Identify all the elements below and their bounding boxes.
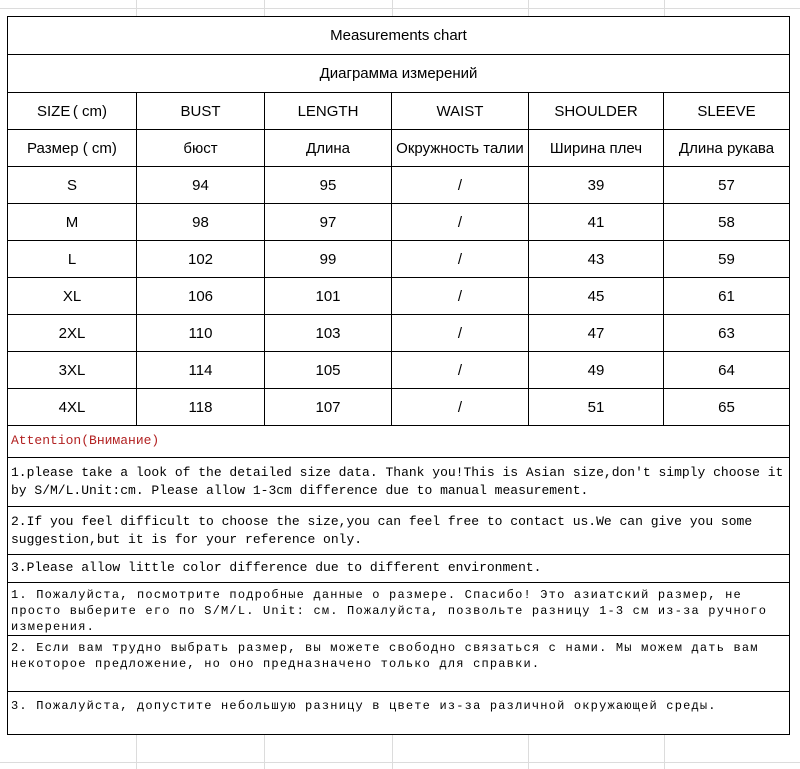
header-shoulder: SHOULDER <box>529 93 664 129</box>
shoulder-cell: 41 <box>529 204 664 240</box>
header-bust: BUST <box>137 93 265 129</box>
shoulder-cell: 39 <box>529 167 664 203</box>
waist-cell: / <box>392 167 529 203</box>
attention-heading: Attention(Внимание) <box>8 426 789 458</box>
table-row <box>8 315 789 352</box>
length-cell: 95 <box>265 167 392 203</box>
sleeve-cell: 57 <box>718 176 735 194</box>
sleeve-cell: 58 <box>718 213 735 231</box>
note-en-3: 3.Please allow little color difference due to different environment. <box>8 555 789 583</box>
measurements-chart <box>7 16 790 735</box>
header-waist-ru: Окружность талии <box>392 130 529 166</box>
bust-cell: 110 <box>137 315 265 351</box>
size-cell: 3XL <box>8 352 137 388</box>
header-waist: WAIST <box>392 93 529 129</box>
header-bust-ru: бюст <box>137 130 265 166</box>
length-cell: 99 <box>265 241 392 277</box>
sleeve-cell: 59 <box>718 250 735 268</box>
sleeve-cell: 61 <box>718 287 735 305</box>
size-cell: M <box>8 204 137 240</box>
note-ru-3: 3. Пожалуйста, допустите небольшую разницу в цвете из-за различной окружающей среды. <box>11 699 717 713</box>
header-sleeve: SLEEVE <box>697 102 756 120</box>
waist-cell: / <box>392 389 529 425</box>
sleeve-cell: 64 <box>718 361 735 379</box>
waist-cell: / <box>392 315 529 351</box>
header-size: SIZE ( cm) <box>8 93 137 129</box>
note-en-1: 1.please take a look of the detailed size data. Thank you!This is Asian size,don't simply choose it by S/M/L.Unit:cm. Please allow 1-3cm difference due to manual measurement. <box>8 458 789 507</box>
header-length: LENGTH <box>265 93 392 129</box>
table-row <box>8 204 789 241</box>
waist-cell: / <box>392 352 529 388</box>
length-cell: 107 <box>265 389 392 425</box>
shoulder-cell: 43 <box>529 241 664 277</box>
size-cell: 4XL <box>8 389 137 425</box>
size-cell: XL <box>8 278 137 314</box>
bust-cell: 114 <box>137 352 265 388</box>
note-ru-2: 2. Если вам трудно выбрать размер, вы можете свободно связаться с нами. Мы можем дать вам некоторое предложение, но оно предназначено только для справки. <box>8 636 789 692</box>
waist-cell: / <box>392 278 529 314</box>
table-row <box>8 167 789 204</box>
table-row <box>8 241 789 278</box>
chart-title-ru-row <box>8 55 789 93</box>
bust-cell: 94 <box>137 167 265 203</box>
table-row <box>8 352 789 389</box>
table-row <box>8 278 789 315</box>
sleeve-cell: 63 <box>718 324 735 342</box>
grid-line <box>0 762 800 763</box>
shoulder-cell: 49 <box>529 352 664 388</box>
waist-cell: / <box>392 241 529 277</box>
length-cell: 103 <box>265 315 392 351</box>
length-cell: 101 <box>265 278 392 314</box>
header-shoulder-ru: Ширина плеч <box>529 130 664 166</box>
header-size-ru: Размер ( cm) <box>8 130 137 166</box>
bust-cell: 102 <box>137 241 265 277</box>
chart-title-ru: Диаграмма измерений <box>319 65 478 82</box>
bust-cell: 98 <box>137 204 265 240</box>
length-cell: 105 <box>265 352 392 388</box>
header-row-ru <box>8 130 789 167</box>
header-row-en <box>8 93 789 130</box>
chart-title-row <box>8 17 789 55</box>
chart-title: Measurements chart <box>330 27 467 44</box>
bust-cell: 118 <box>137 389 265 425</box>
shoulder-cell: 45 <box>529 278 664 314</box>
header-length-ru: Длина <box>265 130 392 166</box>
note-ru-1: 1. Пожалуйста, посмотрите подробные данные о размере. Спасибо! Это азиатский размер, не просто выберите его по S/M/L. Unit: см. Пожалуйста, позвольте разницу 1-3 см из-за ручного измерения. <box>8 583 789 636</box>
size-cell: S <box>8 167 137 203</box>
size-cell: L <box>8 241 137 277</box>
header-sleeve-ru: Длина рукава <box>678 139 775 157</box>
waist-cell: / <box>392 204 529 240</box>
shoulder-cell: 51 <box>529 389 664 425</box>
size-cell: 2XL <box>8 315 137 351</box>
bust-cell: 106 <box>137 278 265 314</box>
grid-line <box>0 8 800 9</box>
sleeve-cell: 65 <box>718 398 735 416</box>
note-en-2: 2.If you feel difficult to choose the size,you can feel free to contact us.We can give you some suggestion,but it is for your reference only. <box>8 507 789 555</box>
length-cell: 97 <box>265 204 392 240</box>
shoulder-cell: 47 <box>529 315 664 351</box>
table-row <box>8 389 789 426</box>
